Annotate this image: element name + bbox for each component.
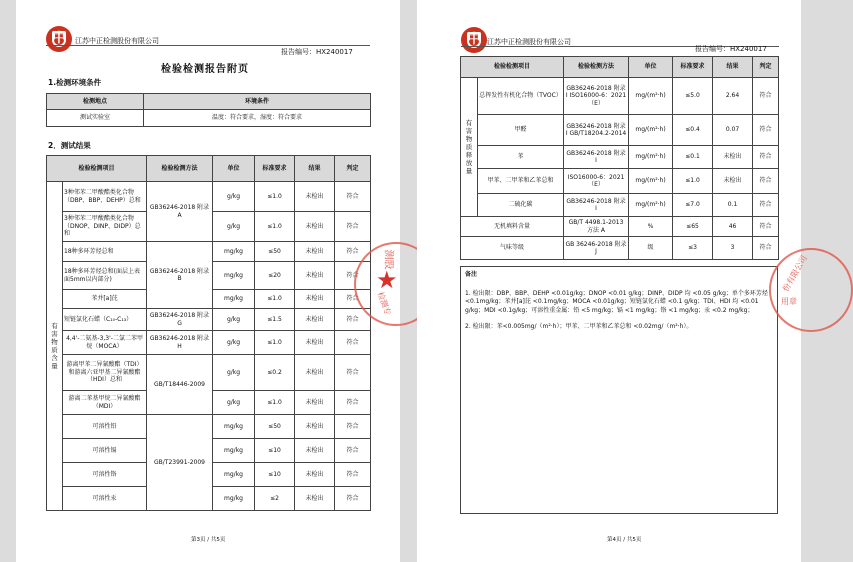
table-row bbox=[461, 146, 779, 169]
method-cell: GB36246-2018 附录G bbox=[147, 309, 213, 331]
result-cell: 未检出 bbox=[295, 415, 335, 439]
table-row bbox=[461, 78, 779, 115]
header-unit: 单位 bbox=[629, 57, 673, 78]
table-row bbox=[47, 309, 371, 331]
item-cell: 3种邻苯二甲酸酯类化合物（DBP、BBP、DEHP）总和 bbox=[63, 182, 147, 212]
result-cell: 未检出 bbox=[295, 331, 335, 355]
req-cell: ≤1.0 bbox=[255, 182, 295, 212]
company-logo-icon bbox=[461, 27, 487, 53]
result-cell: 0.07 bbox=[713, 115, 753, 146]
company-logo-icon bbox=[46, 26, 72, 52]
table-row bbox=[461, 115, 779, 146]
report-page-4 bbox=[417, 0, 809, 562]
page-footer: 第4页 / 共5页 bbox=[607, 537, 642, 543]
unit-cell: mg/(m²·h) bbox=[629, 115, 673, 146]
report-page-3 bbox=[16, 0, 400, 562]
company-name: 江苏中正检测股份有限公司 bbox=[75, 37, 159, 45]
unit-cell: g/kg bbox=[213, 309, 255, 331]
unit-cell: mg/kg bbox=[213, 290, 255, 309]
unit-cell: % bbox=[629, 217, 673, 237]
results-table-continued bbox=[460, 56, 779, 260]
judge-cell: 符合 bbox=[753, 194, 779, 217]
item-cell: 可溶性铅 bbox=[63, 415, 147, 439]
results-section-title: 2．测试结果 bbox=[48, 141, 91, 150]
judge-cell: 符合 bbox=[335, 439, 371, 463]
item-cell: 3种邻苯二甲酸酯类化合物（DNOP、DINP、DIDP）总和 bbox=[63, 212, 147, 242]
unit-cell: mg/(m²·h) bbox=[629, 194, 673, 217]
notes-box bbox=[460, 266, 778, 514]
note-2: 2. 检出限：苯<0.005mg/（m²·h）；甲苯、二甲苯和乙苯总和 <0.02mg/（m²·h）。 bbox=[465, 323, 693, 330]
result-cell: 未检出 bbox=[295, 262, 335, 290]
result-cell: 46 bbox=[713, 217, 753, 237]
report-number: 报告编号：HX240017 bbox=[695, 45, 767, 53]
result-cell: 未检出 bbox=[295, 242, 335, 262]
result-cell: 2.64 bbox=[713, 78, 753, 115]
seal-text-right-2: 用章 bbox=[781, 297, 797, 306]
method-cell: GB36246-2018 附录 I bbox=[564, 194, 629, 217]
item-cell: 二硫化碳 bbox=[478, 194, 564, 217]
result-cell: 未检出 bbox=[295, 355, 335, 391]
result-cell: 未检出 bbox=[295, 463, 335, 487]
env-location: 测试实验室 bbox=[47, 110, 144, 127]
header-rule bbox=[46, 45, 370, 46]
unit-cell: mg/kg bbox=[213, 487, 255, 511]
logo-glyph: 中 bbox=[52, 31, 66, 46]
req-cell: ≤0.2 bbox=[255, 355, 295, 391]
item-cell: 甲醛 bbox=[478, 115, 564, 146]
judge-cell: 符合 bbox=[335, 212, 371, 242]
judge-cell: 符合 bbox=[753, 237, 779, 260]
env-table bbox=[46, 93, 371, 127]
unit-cell: g/kg bbox=[213, 331, 255, 355]
method-cell: GB36246-2018 附录 A bbox=[147, 182, 213, 242]
header-item: 检验检测项目 bbox=[47, 156, 147, 182]
seal-text-right: 份有限公司 bbox=[781, 253, 809, 294]
result-cell: 未检出 bbox=[295, 290, 335, 309]
method-cell: GB36246-2018 附录 H bbox=[147, 331, 213, 355]
unit-cell: g/kg bbox=[213, 355, 255, 391]
notes-title: 备注 bbox=[465, 271, 478, 278]
table-row bbox=[47, 415, 371, 439]
header-method: 检验检测方法 bbox=[147, 156, 213, 182]
method-cell: GB/T18446-2009 bbox=[147, 355, 213, 415]
req-cell: ≤0.1 bbox=[673, 146, 713, 169]
header-item: 检验检测项目 bbox=[461, 57, 564, 78]
report-number: 报告编号：HX240017 bbox=[281, 48, 353, 56]
result-cell: 未检出 bbox=[295, 487, 335, 511]
item-cell: 总挥发性有机化合物（TVOC） bbox=[478, 78, 564, 115]
item-cell: 苯 bbox=[478, 146, 564, 169]
table-row bbox=[461, 237, 779, 260]
item-cell: 可溶性镉 bbox=[63, 439, 147, 463]
method-cell: ISO16000-6：2021（E） bbox=[564, 169, 629, 194]
item-cell: 可溶性铬 bbox=[63, 463, 147, 487]
result-cell: 0.1 bbox=[713, 194, 753, 217]
item-cell: 无机填料含量 bbox=[461, 217, 564, 237]
item-cell: 游离二苯基甲烷二异氰酸酯（MDI） bbox=[63, 391, 147, 415]
method-cell: GB36246-2018 附录 I GB/T18204.2-2014 bbox=[564, 115, 629, 146]
judge-cell: 符合 bbox=[335, 487, 371, 511]
unit-cell: g/kg bbox=[213, 212, 255, 242]
header-result: 结果 bbox=[713, 57, 753, 78]
req-cell: ≤50 bbox=[255, 415, 295, 439]
unit-cell: g/kg bbox=[213, 182, 255, 212]
unit-cell: mg/kg bbox=[213, 262, 255, 290]
env-conditions: 温度：符合要求，湿度：符合要求 bbox=[144, 110, 371, 127]
judge-cell: 符合 bbox=[753, 146, 779, 169]
result-cell: 未检出 bbox=[295, 391, 335, 415]
judge-cell: 符合 bbox=[753, 78, 779, 115]
judge-cell: 符合 bbox=[335, 463, 371, 487]
req-cell: ≤50 bbox=[255, 242, 295, 262]
req-cell: ≤20 bbox=[255, 262, 295, 290]
unit-cell: mg/(m²·h) bbox=[629, 169, 673, 194]
item-cell: 18种多环芳烃总和 bbox=[63, 242, 147, 262]
header-unit: 单位 bbox=[213, 156, 255, 182]
unit-cell: mg/kg bbox=[213, 415, 255, 439]
judge-cell: 符合 bbox=[335, 355, 371, 391]
judge-cell: 符合 bbox=[753, 115, 779, 146]
unit-cell: mg/(m²·h) bbox=[629, 146, 673, 169]
header-requirement: 标准要求 bbox=[673, 57, 713, 78]
table-row bbox=[461, 217, 779, 237]
req-cell: ≤1.0 bbox=[255, 212, 295, 242]
result-cell: 未检出 bbox=[295, 439, 335, 463]
unit-cell: mg/kg bbox=[213, 242, 255, 262]
unit-cell: mg/(m²·h) bbox=[629, 78, 673, 115]
unit-cell: 级 bbox=[629, 237, 673, 260]
req-cell: ≤3 bbox=[673, 237, 713, 260]
unit-cell: mg/kg bbox=[213, 463, 255, 487]
item-cell: 苯并[a]芘 bbox=[63, 290, 147, 309]
table-row bbox=[461, 194, 779, 217]
item-cell: 气味等级 bbox=[461, 237, 564, 260]
judge-cell: 符合 bbox=[335, 391, 371, 415]
logo-glyph: 中 bbox=[467, 32, 481, 47]
item-cell: 短链氯化石蜡（C₁₀-C₁₃） bbox=[63, 309, 147, 331]
official-seal-right bbox=[769, 248, 853, 332]
method-cell: GB36246-2018 附录 B bbox=[147, 242, 213, 309]
req-cell: ≤5.0 bbox=[673, 78, 713, 115]
result-cell: 未检出 bbox=[295, 309, 335, 331]
judge-cell: 符合 bbox=[753, 217, 779, 237]
req-cell: ≤2 bbox=[255, 487, 295, 511]
unit-cell: mg/kg bbox=[213, 439, 255, 463]
method-cell: GB/T23991-2009 bbox=[147, 415, 213, 511]
method-cell: GB/T 4498.1-2013 方法 A bbox=[564, 217, 629, 237]
seal-text-left: 测股 bbox=[382, 249, 394, 270]
page-title: 检验检测报告附页 bbox=[161, 64, 249, 75]
judge-cell: 符合 bbox=[335, 182, 371, 212]
env-header-conditions: 环境条件 bbox=[144, 94, 371, 110]
header-method: 检验检测方法 bbox=[564, 57, 629, 78]
req-cell: ≤10 bbox=[255, 439, 295, 463]
item-cell: 甲苯、二甲苯和乙苯总和 bbox=[478, 169, 564, 194]
header-judgement: 判定 bbox=[335, 156, 371, 182]
method-cell: GB36246-2018 附录 I ISO16000-6：2021（E） bbox=[564, 78, 629, 115]
results-table bbox=[46, 155, 371, 511]
item-cell: 游离甲苯二异氰酸酯（TDI）和游离六亚甲基二异氰酸酯（HDI）总和 bbox=[63, 355, 147, 391]
item-cell: 18种多环芳烃总和(面层上表面5mm以内部分) bbox=[63, 262, 147, 290]
method-cell: GB 36246-2018 附录 J bbox=[564, 237, 629, 260]
unit-cell: g/kg bbox=[213, 391, 255, 415]
table-row bbox=[47, 331, 371, 355]
page-footer: 第3页 / 共5页 bbox=[191, 537, 226, 543]
judge-cell: 符合 bbox=[335, 309, 371, 331]
req-cell: ≤1.5 bbox=[255, 309, 295, 331]
seal-text-left-2: 检测专 bbox=[375, 290, 393, 317]
header-judgement: 判定 bbox=[753, 57, 779, 78]
table-row bbox=[461, 169, 779, 194]
req-cell: ≤7.0 bbox=[673, 194, 713, 217]
group-label: 有害物质释放量 bbox=[461, 78, 478, 217]
header-requirement: 标准要求 bbox=[255, 156, 295, 182]
judge-cell: 符合 bbox=[753, 169, 779, 194]
table-row bbox=[47, 355, 371, 391]
judge-cell: 符合 bbox=[335, 290, 371, 309]
group-label: 有害物质含量 bbox=[47, 182, 63, 511]
req-cell: ≤0.4 bbox=[673, 115, 713, 146]
env-section-title: 1.检测环境条件 bbox=[48, 78, 102, 87]
result-cell: 未检出 bbox=[713, 146, 753, 169]
req-cell: ≤1.0 bbox=[673, 169, 713, 194]
item-cell: 4,4'-二氨基-3,3'-二氯二苯甲烷（MOCA） bbox=[63, 331, 147, 355]
env-header-location: 检测地点 bbox=[47, 94, 144, 110]
req-cell: ≤1.0 bbox=[255, 391, 295, 415]
req-cell: ≤65 bbox=[673, 217, 713, 237]
table-row bbox=[47, 242, 371, 262]
judge-cell: 符合 bbox=[335, 415, 371, 439]
method-cell: GB36246-2018 附录 I bbox=[564, 146, 629, 169]
judge-cell: 符合 bbox=[335, 242, 371, 262]
req-cell: ≤1.0 bbox=[255, 331, 295, 355]
judge-cell: 符合 bbox=[335, 331, 371, 355]
judge-cell: 符合 bbox=[335, 262, 371, 290]
table-row bbox=[47, 182, 371, 212]
req-cell: ≤1.0 bbox=[255, 290, 295, 309]
result-cell: 未检出 bbox=[295, 212, 335, 242]
header-result: 结果 bbox=[295, 156, 335, 182]
result-cell: 未检出 bbox=[713, 169, 753, 194]
seal-star-icon: ★ bbox=[376, 266, 398, 294]
item-cell: 可溶性汞 bbox=[63, 487, 147, 511]
company-name: 江苏中正检测股份有限公司 bbox=[487, 38, 571, 46]
result-cell: 未检出 bbox=[295, 182, 335, 212]
note-1: 1. 检出限：DBP、BBP、DEHP <0.01g/kg；DNOP <0.01 g/kg；DINP、DIDP 均 <0.05 g/kg；单个多环芳烃<0.1mg/kg；苯并[a]芘 <0.1mg/kg；MOCA <0.01g/kg；短链氯化石蜡 <0.1 g/kg；TDI、HDI 均 <0.01 g/kg；MDI <0.1g/kg；可溶性重金属：铅 <5 mg/kg；镉 <1 mg/kg；铬 <1 mg/kg；汞 <0.2 mg/kg； bbox=[465, 289, 768, 314]
req-cell: ≤10 bbox=[255, 463, 295, 487]
result-cell: 3 bbox=[713, 237, 753, 260]
